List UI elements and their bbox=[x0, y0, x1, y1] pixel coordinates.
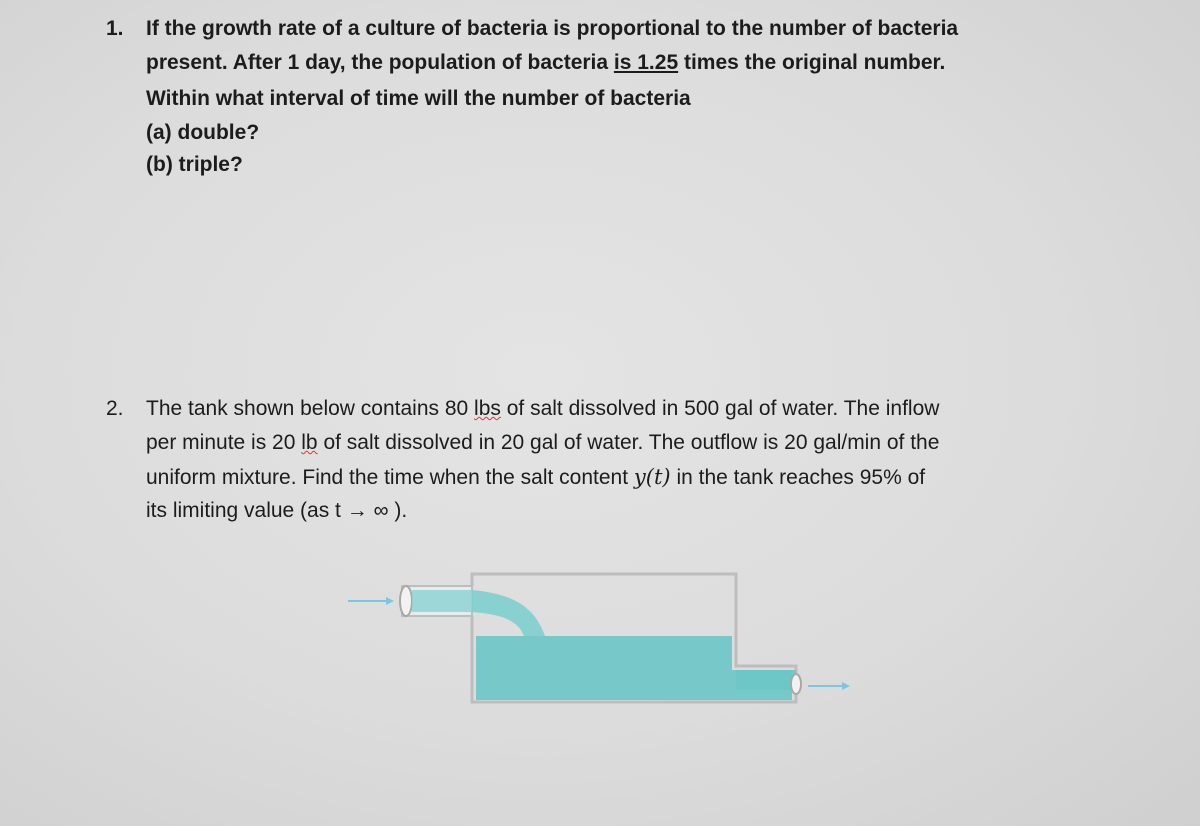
q1-text-line3: Within what interval of time will the number of bacteria bbox=[146, 87, 691, 110]
inflow-pipe bbox=[400, 586, 472, 616]
q1-part-b-text: (b) triple? bbox=[146, 153, 243, 176]
outflow-arrow-icon bbox=[808, 682, 850, 690]
question-1 bbox=[106, 12, 1066, 180]
q2-line2-post: of salt dissolved in 20 gal of water. The outflow is 20 gal/min of the bbox=[317, 431, 940, 454]
q2-line3-pre: uniform mixture. Find the time when the salt content bbox=[146, 466, 634, 489]
q1-line-1 bbox=[106, 12, 1066, 46]
question-2 bbox=[106, 392, 1106, 528]
q2-text-line4: its limiting value (as t → ∞ ). bbox=[146, 499, 408, 522]
q1-ratio-underlined: is 1.25 bbox=[613, 51, 679, 74]
inflow-stream bbox=[472, 590, 545, 636]
q1-part-a bbox=[106, 116, 1066, 148]
q2-line-2 bbox=[106, 426, 1106, 460]
q2-unit-lb: lb bbox=[301, 431, 318, 454]
q2-line-1 bbox=[106, 392, 1106, 426]
tank-diagram bbox=[330, 560, 870, 730]
q1-text-line1: If the growth rate of a culture of bacteria is proportional to the number of bacteria bbox=[146, 17, 959, 40]
q1-line-3 bbox=[106, 82, 1066, 116]
q2-line1-post: of salt dissolved in 500 gal of water. The inflow bbox=[500, 397, 940, 420]
q1-part-a-text: (a) double? bbox=[146, 121, 260, 144]
q1-line-2 bbox=[106, 46, 1066, 82]
q1-part-b bbox=[106, 148, 1066, 180]
q2-text-line3 bbox=[146, 460, 925, 495]
tank-water bbox=[476, 636, 792, 700]
q2-unit-lbs: lbs bbox=[474, 397, 501, 420]
q2-line3-post: in the tank reaches 95% of bbox=[670, 466, 926, 489]
q1-text-line2 bbox=[146, 46, 945, 80]
q2-function-y-of-t: y(t) bbox=[633, 465, 671, 489]
inflow-arrow-icon bbox=[348, 597, 394, 605]
q2-line-3 bbox=[106, 460, 1106, 494]
q1-number: 1. bbox=[106, 17, 124, 40]
q2-line-4 bbox=[106, 494, 1106, 528]
q2-line1-pre: The tank shown below contains 80 bbox=[146, 397, 475, 420]
q2-text-line2 bbox=[146, 426, 939, 460]
q2-text-line1 bbox=[146, 392, 939, 426]
q1-line2-pre: present. After 1 day, the population of bacteria bbox=[146, 51, 614, 74]
q2-line2-pre: per minute is 20 bbox=[146, 431, 302, 454]
q1-line2-post: times the original number. bbox=[678, 51, 946, 74]
q2-number: 2. bbox=[106, 397, 124, 420]
